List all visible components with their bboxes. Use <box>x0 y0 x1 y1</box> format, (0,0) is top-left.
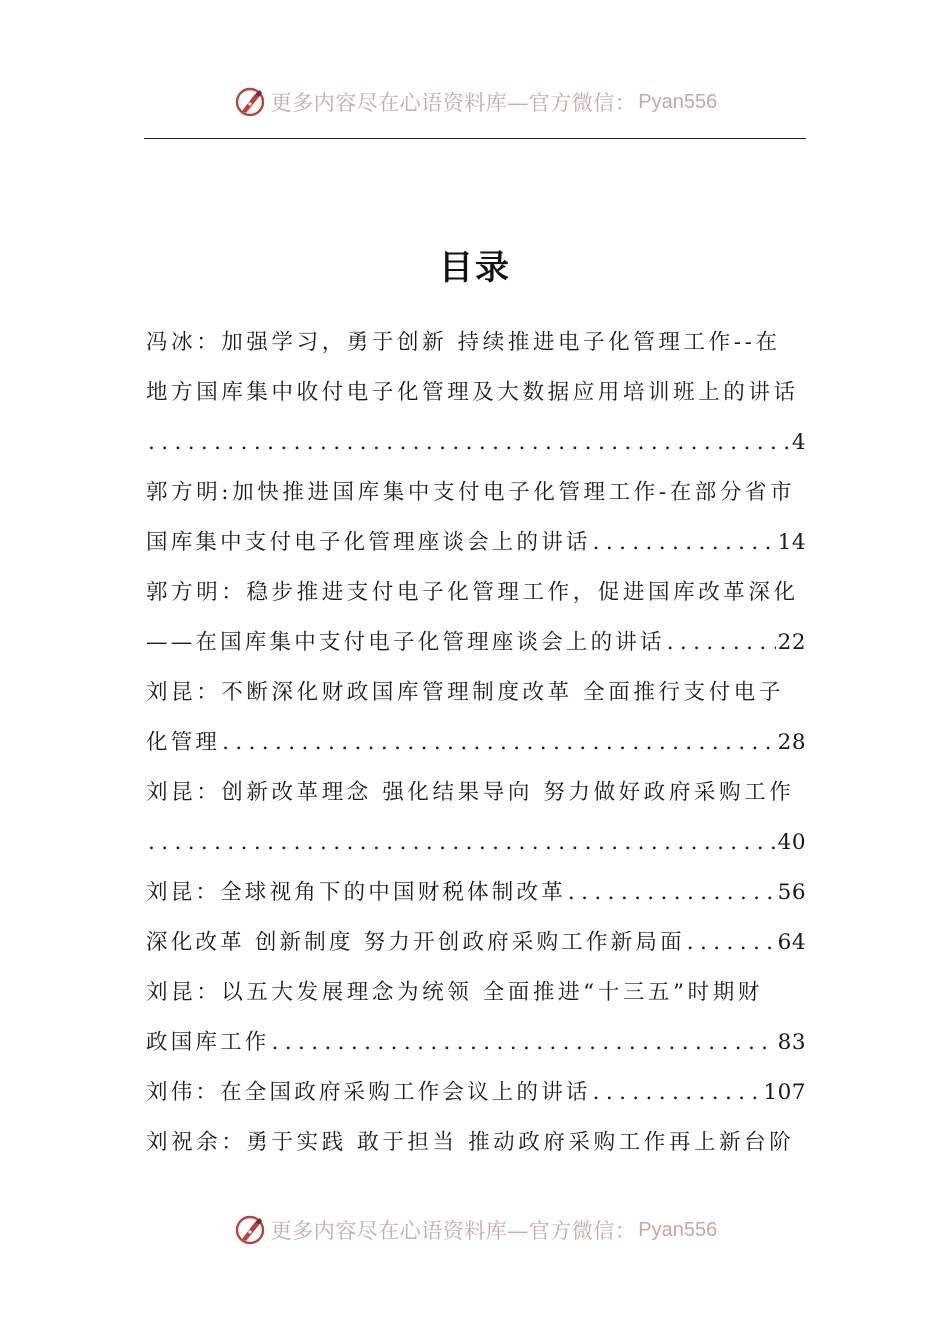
toc-page-number: 83 <box>777 1030 806 1055</box>
watermark-text: 更多内容尽在心语资料库—官方微信： <box>270 1219 637 1243</box>
toc-entry-title: 刘祝余：勇于实践 敢于担当 推动政府采购工作再上新台阶 <box>146 1130 795 1155</box>
toc-entry-title: 郭方明：稳步推进支付电子化管理工作，促进国库改革深化 <box>146 580 799 605</box>
toc-entry-line[interactable] <box>146 668 806 718</box>
toc-entry-leader-line[interactable] <box>146 918 806 968</box>
toc-entry-line[interactable] <box>146 568 806 618</box>
dot-leader <box>687 918 776 968</box>
dot-leader <box>568 868 776 918</box>
page-title: 目录 <box>439 248 511 288</box>
toc-entry-leader-line[interactable] <box>146 718 806 768</box>
toc-entry-title: 刘昆：不断深化财政国库管理制度改革 全面推行支付电子 <box>146 680 784 705</box>
table-of-contents <box>146 318 806 1168</box>
toc-entry-title: 地方国库集中收付电子化管理及大数据应用培训班上的讲话 <box>146 380 799 405</box>
toc-entry-title: 冯冰：加强学习，勇于创新 持续推进电子化管理工作--在 <box>146 330 781 355</box>
toc-page-number: 14 <box>777 530 806 555</box>
toc-entry-title: ——在国库集中支付电子化管理座谈会上的讲话 <box>146 630 665 655</box>
dot-leader <box>667 618 776 668</box>
dot-leader <box>272 1018 776 1068</box>
toc-entry-line[interactable] <box>146 318 806 368</box>
watermark-wechat-id: Pyan556 <box>638 1218 718 1241</box>
toc-entry-title: 化管理 <box>146 730 221 755</box>
header-divider <box>144 138 806 139</box>
pen-nib-circle-icon <box>233 1213 267 1247</box>
toc-entry-title: 深化改革 创新制度 努力开创政府采购工作新局面 <box>146 930 685 955</box>
toc-page-number: 4 <box>791 430 806 455</box>
toc-entry-leader-line[interactable] <box>146 518 806 568</box>
toc-entry-title: 郭方明:加快推进国库集中支付电子化管理工作-在部分省市 <box>146 480 796 505</box>
toc-entry-line[interactable] <box>146 968 806 1018</box>
dot-leader <box>593 1068 762 1118</box>
toc-page-number: 28 <box>777 730 806 755</box>
toc-page-number: 22 <box>777 630 806 655</box>
toc-entry-leader-line[interactable] <box>146 1018 806 1068</box>
watermark-text: 更多内容尽在心语资料库—官方微信： <box>270 91 637 115</box>
toc-entry-title: 政国库工作 <box>146 1030 270 1055</box>
dot-leader <box>593 518 776 568</box>
watermark-wechat-id: Pyan556 <box>638 90 718 113</box>
toc-entry-line[interactable] <box>146 1118 806 1168</box>
toc-entry-title: 刘昆：全球视角下的中国财税体制改革 <box>146 880 566 905</box>
dot-leader <box>148 818 776 868</box>
toc-entry-line[interactable] <box>146 768 806 818</box>
toc-entry-title: 刘昆：以五大发展理念为统领 全面推进“十三五”时期财 <box>146 980 763 1005</box>
header-watermark <box>0 82 950 122</box>
toc-entry-title: 刘伟：在全国政府采购工作会议上的讲话 <box>146 1080 591 1105</box>
toc-entry-leader-line[interactable] <box>146 618 806 668</box>
toc-entry-title: 国库集中支付电子化管理座谈会上的讲话 <box>146 530 591 555</box>
toc-entry-leader-line[interactable] <box>146 418 806 468</box>
toc-page-number: 56 <box>777 880 806 905</box>
toc-entry-leader-line[interactable] <box>146 1068 806 1118</box>
dot-leader <box>222 718 776 768</box>
dot-leader <box>148 418 790 468</box>
toc-entry-line[interactable] <box>146 468 806 518</box>
toc-entry-title: 刘昆：创新改革理念 强化结果导向 努力做好政府采购工作 <box>146 780 795 805</box>
toc-entry-line[interactable] <box>146 368 806 418</box>
toc-entry-leader-line[interactable] <box>146 818 806 868</box>
toc-page-number: 64 <box>777 930 806 955</box>
footer-watermark <box>0 1210 950 1250</box>
toc-page-number: 107 <box>763 1080 806 1105</box>
toc-entry-leader-line[interactable] <box>146 868 806 918</box>
pen-nib-circle-icon <box>233 85 267 119</box>
toc-page-number: 40 <box>777 830 806 855</box>
